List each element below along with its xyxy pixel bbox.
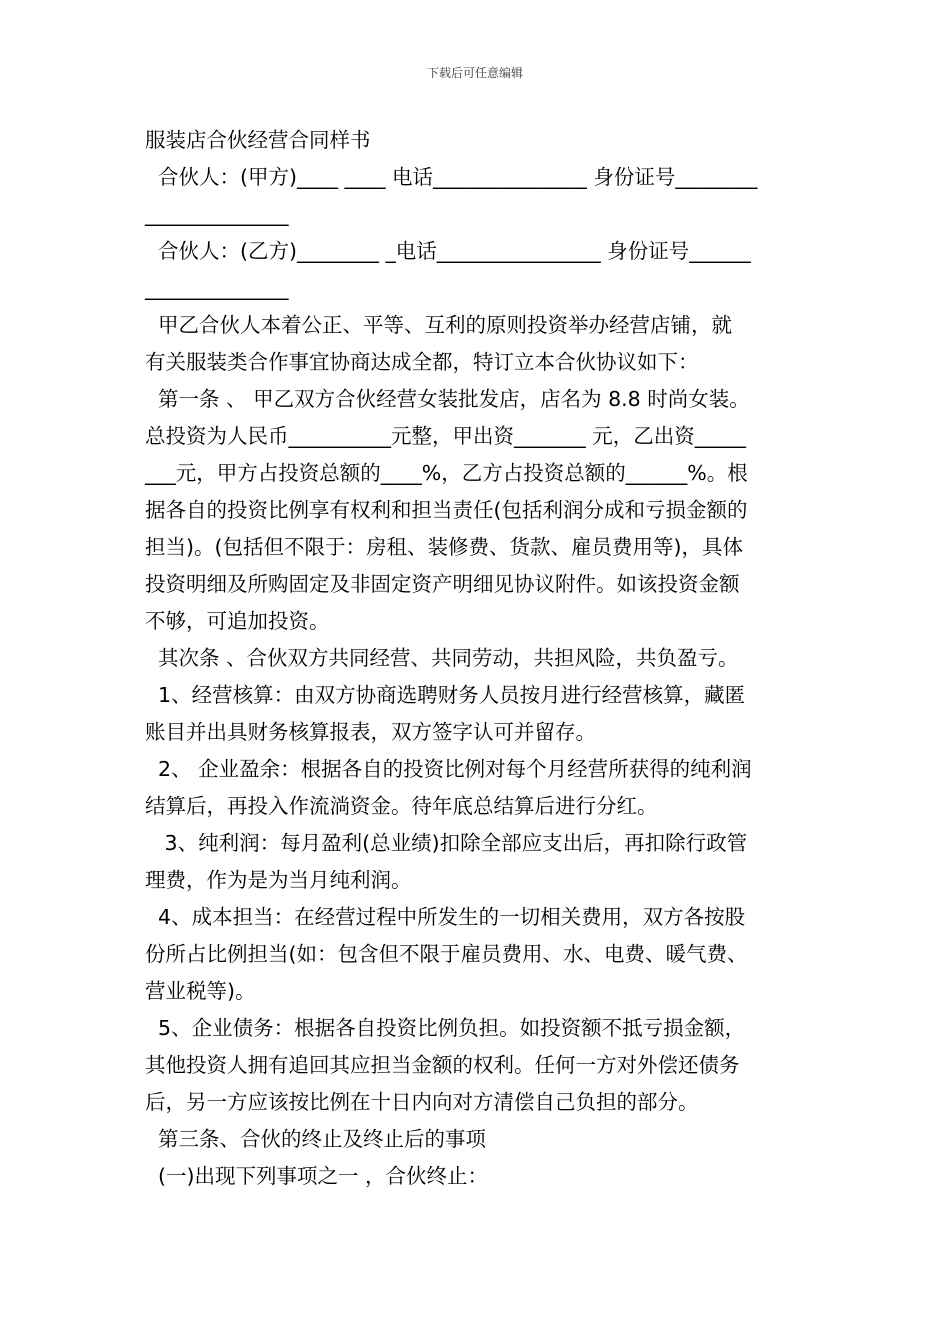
paragraph-line: 有关服装类合作事宜协商达成全都，特订立本合伙协议如下： — [145, 350, 699, 374]
clause-4-line: 4、成本担当：在经营过程中所发生的一切相关费用，双方各按股 — [145, 905, 746, 929]
paragraph-line: 其他投资人拥有追回其应担当金额的权利。任何一方对外偿还债务 — [145, 1053, 740, 1077]
party-a-line: 合伙人：(甲方)____ ____ 电话_______________ 身份证号________ — [145, 165, 758, 189]
article-3-line: 第三条、合伙的终止及终止后的事项 — [145, 1127, 487, 1151]
paragraph-line: 份所占比例担当(如：包含但不限于雇员费用、水、电费、暖气费、 — [145, 942, 748, 966]
paragraph-line: 结算后，再投入作流淌资金。待年底总结算后进行分红。 — [145, 794, 658, 818]
clause-3-line: 3、纯利润：每月盈利(总业绩)扣除全部应支出后，再扣除行政管 — [145, 831, 748, 855]
paragraph-line: 据各自的投资比例享有权利和担当责任(包括利润分成和亏损金额的 — [145, 498, 748, 522]
paragraph-line: 理费，作为是为当月纯利润。 — [145, 868, 412, 892]
article-2-line: 其次条 、合伙双方共同经营、共同劳动，共担风险，共负盈亏。 — [145, 646, 739, 670]
document-title: 服装店合伙经营合同样书 — [145, 128, 371, 152]
party-b-line-continued: ______________ — [145, 276, 289, 300]
paragraph-line: 后，另一方应该按比例在十日内向对方清偿自己负担的部分。 — [145, 1090, 699, 1114]
party-b-line: 合伙人：(乙方)________ _电话________________ 身份证号______ — [145, 239, 751, 263]
clause-5-line: 5、企业债务：根据各自投资比例负担。如投资额不抵亏损金额， — [145, 1016, 746, 1040]
paragraph-line: ___元，甲方占投资总额的____%，乙方占投资总额的______%。根 — [145, 461, 748, 485]
party-a-line-continued: ______________ — [145, 202, 289, 226]
clause-1-line: 1、经营核算：由双方协商选聘财务人员按月进行经营核算，藏匿 — [145, 683, 746, 707]
paragraph-line: 甲乙合伙人本着公正、平等、互利的原则投资举办经营店铺，就 — [145, 313, 733, 337]
clause-2-line: 2、 企业盈余：根据各自的投资比例对每个月经营所获得的纯利润 — [145, 757, 752, 781]
paragraph-line: 账目并出具财务核算报表，双方签字认可并留存。 — [145, 720, 596, 744]
paragraph-line: (一)出现下列事项之一 ，合伙终止： — [145, 1164, 489, 1188]
paragraph-line: 不够，可追加投资。 — [145, 609, 330, 633]
contract-body — [145, 122, 810, 1195]
page-header-note: 下载后可任意编辑 — [426, 66, 523, 80]
paragraph-line: 总投资为人民币__________元整，甲出资_______ 元，乙出资_____ — [145, 424, 747, 448]
paragraph-line: 营业税等)。 — [145, 979, 256, 1003]
paragraph-line: 投资明细及所购固定及非固定资产明细见协议附件。如该投资金额 — [145, 572, 740, 596]
paragraph-line: 担当)。(包括但不限于：房租、装修费、货款、雇员费用等)，具体 — [145, 535, 743, 559]
article-1-line: 第一条 、 甲乙双方合伙经营女装批发店，店名为 8.8 时尚女装。 — [145, 387, 750, 411]
